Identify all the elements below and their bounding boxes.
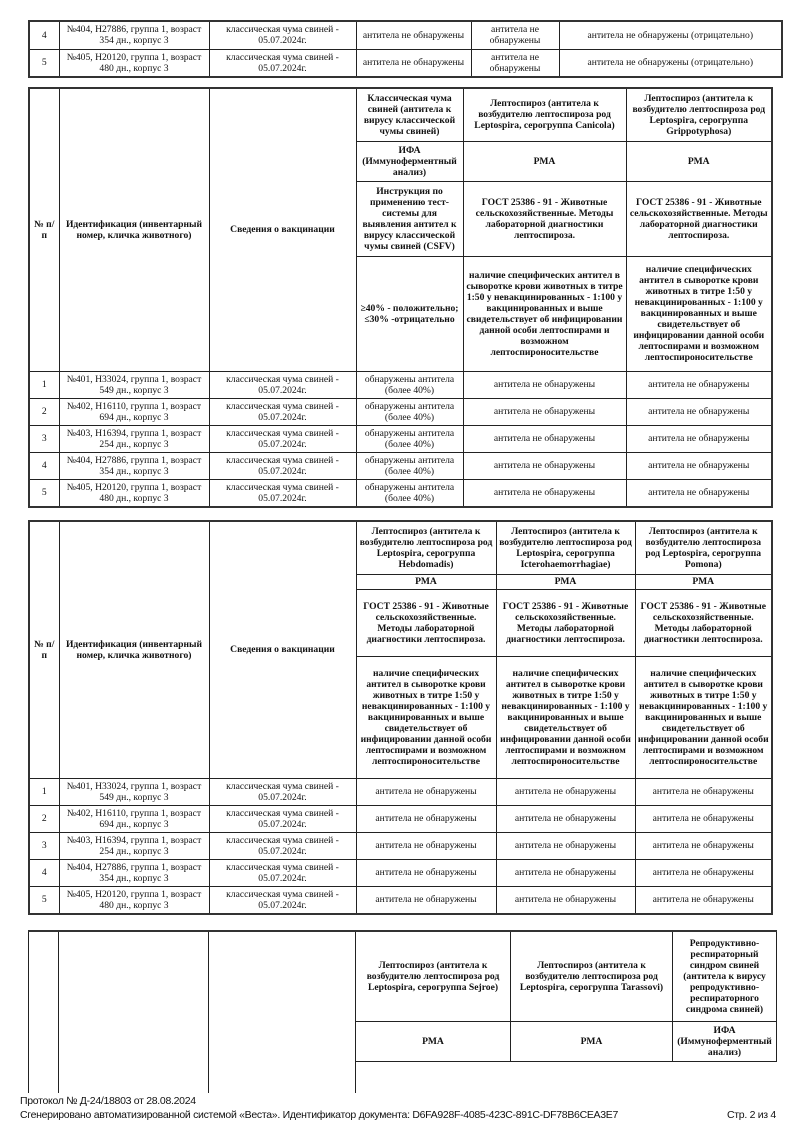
r3-cell: антитела не обнаружены (отрицательно) (559, 21, 782, 49)
n-cell: 4 (29, 21, 59, 49)
norm-cell: ГОСТ 25386 - 91 - Животные сельскохозяйственные. Методы лабораторной диагностики лептоспироза. (356, 589, 496, 656)
method-cell: РМА (635, 574, 772, 589)
norm-cell: ГОСТ 25386 - 91 - Животные сельскохозяйственные. Методы лабораторной диагностики лептоспироза. (635, 589, 772, 656)
0-cell: обнаружены антитела (более 40%) (356, 371, 463, 398)
vac-cell: классическая чума свиней - 05.07.2024г. (209, 425, 356, 452)
norm-cell: ГОСТ 25386 - 91 - Животные сельскохозяйственные. Методы лабораторной диагностики лептоспироза. (496, 589, 635, 656)
table-row (29, 371, 772, 398)
n-cell: 1 (29, 371, 59, 398)
2-cell: антитела не обнаружены (635, 778, 772, 805)
table-row (29, 778, 772, 805)
2-cell: антитела не обнаружены (635, 805, 772, 832)
results-table-header-next (28, 930, 777, 1093)
1-cell: антитела не обнаружены (496, 859, 635, 886)
n-cell: 4 (29, 859, 59, 886)
0-cell: обнаружены антитела (более 40%) (356, 479, 463, 507)
0-cell: обнаружены антитела (более 40%) (356, 452, 463, 479)
2-cell: антитела не обнаружены (626, 398, 772, 425)
table-row (29, 452, 772, 479)
2-cell: антитела не обнаружены (626, 425, 772, 452)
ident-cell: Идентификация (инвентарный номер, кличка животного) (59, 521, 209, 778)
vac-cell: классическая чума свиней - 05.07.2024г. (209, 832, 356, 859)
norm-cell: ГОСТ 25386 - 91 - Животные сельскохозяйственные. Методы лабораторной диагностики лептоспироза. (463, 181, 626, 256)
id-cell: №402, H16110, группа 1, возраст 694 дн., корпус 3 (59, 398, 209, 425)
id-cell: №401, H33024, группа 1, возраст 549 дн., корпус 3 (59, 371, 209, 398)
2-cell: антитела не обнаружены (635, 886, 772, 914)
n-cell: 4 (29, 452, 59, 479)
vac-cell: классическая чума свиней - 05.07.2024г. (209, 21, 356, 49)
n-cell: 2 (29, 805, 59, 832)
2-cell: антитела не обнаружены (626, 452, 772, 479)
criteria-cell: наличие специфических антител в сыворотке крови животных в титре 1:50 у невакцинированных - 1:100 у вакцинированных и выше свидетельствует об инфицировании данной особи лептоспирами и возможном лептоспироносительстве (626, 256, 772, 371)
method-cell: РМА (356, 574, 496, 589)
generated-note: Сгенерировано автоматизированной системой «Веста». Идентификатор документа: D6FA928F-4085-423C-891C-DF78B6CEA3E7 (20, 1109, 619, 1121)
num-cell: № п/п (29, 88, 59, 371)
test-title: Лептоспироз (антитела к возбудителю лептоспироза род Leptospira, серогруппа Sejroe) (356, 931, 511, 1021)
vac-cell: классическая чума свиней - 05.07.2024г. (209, 479, 356, 507)
method-cell: ИФА (Иммуноферментный анализ) (356, 141, 463, 181)
vac-cell: классическая чума свиней - 05.07.2024г. (209, 859, 356, 886)
n-cell: 5 (29, 886, 59, 914)
0-cell: антитела не обнаружены (356, 832, 496, 859)
1-cell: антитела не обнаружены (496, 886, 635, 914)
table-row (29, 479, 772, 507)
criteria-cell: наличие специфических антител в сыворотке крови животных в титре 1:50 у невакцинированных - 1:100 у вакцинированных и выше свидетельствует об инфицировании данной особи лептоспирами и возможном лептоспироносительстве (356, 656, 496, 778)
0-cell: антитела не обнаружены (356, 859, 496, 886)
0-cell: антитела не обнаружены (356, 886, 496, 914)
title-cell: Лептоспироз (антитела к возбудителю лептоспироза род Leptospira, серогруппа Hebdomadis) (356, 521, 496, 574)
vac-cell: классическая чума свиней - 05.07.2024г. (209, 371, 356, 398)
1-cell: антитела не обнаружены (463, 479, 626, 507)
norm-cell: ГОСТ 25386 - 91 - Животные сельскохозяйственные. Методы лабораторной диагностики лептоспироза. (626, 181, 772, 256)
criteria-cell: наличие специфических антител в сыворотке крови животных в титре 1:50 у невакцинированных - 1:100 у вакцинированных и выше свидетельствует об инфицировании данной особи лептоспирами и возможном лептоспироносительстве (496, 656, 635, 778)
id-cell: №402, H16110, группа 1, возраст 694 дн., корпус 3 (59, 805, 209, 832)
protocol-number: Протокол № Д-24/18803 от 28.08.2024 (20, 1095, 196, 1107)
2-cell: антитела не обнаружены (635, 832, 772, 859)
1-cell: антитела не обнаружены (463, 452, 626, 479)
id-cell: №404, H27886, группа 1, возраст 354 дн., корпус 3 (59, 452, 209, 479)
1-cell: антитела не обнаружены (496, 805, 635, 832)
vac-cell: классическая чума свиней - 05.07.2024г. (209, 398, 356, 425)
test-method: РМА (511, 1021, 673, 1061)
norm-cell: Инструкция по применению тест-системы для выявления антител к вирусу классической чумы свиней (CSFV) (356, 181, 463, 256)
vac-cell: классическая чума свиней - 05.07.2024г. (209, 49, 356, 77)
1-cell: антитела не обнаружены (463, 371, 626, 398)
id-cell: №404, H27886, группа 1, возраст 354 дн., корпус 3 (59, 859, 209, 886)
2-cell: антитела не обнаружены (626, 479, 772, 507)
id-cell: №403, H16394, группа 1, возраст 254 дн., корпус 3 (59, 832, 209, 859)
2-cell: антитела не обнаружены (626, 371, 772, 398)
vac-cell: классическая чума свиней - 05.07.2024г. (209, 778, 356, 805)
title-cell: Лептоспироз (антитела к возбудителю лептоспироза род Leptospira, серогруппа Grippotyphosa) (626, 88, 772, 141)
title-cell: Классическая чума свиней (антитела к вирусу классической чумы свиней) (356, 88, 463, 141)
criteria-cell: наличие специфических антител в сыворотке крови животных в титре 1:50 у невакцинированных - 1:100 у вакцинированных и выше свидетельствует об инфицировании данной особи лептоспирами и возможном лептоспироносительстве (635, 656, 772, 778)
n-cell: 5 (29, 49, 59, 77)
ident-cell: Идентификация (инвентарный номер, кличка животного) (59, 88, 209, 371)
0-cell: обнаружены антитела (более 40%) (356, 398, 463, 425)
1-cell: антитела не обнаружены (463, 398, 626, 425)
vac-cell: классическая чума свиней - 05.07.2024г. (209, 452, 356, 479)
1-cell: антитела не обнаружены (496, 778, 635, 805)
method-cell: РМА (496, 574, 635, 589)
id-cell: №403, H16394, группа 1, возраст 254 дн., корпус 3 (59, 425, 209, 452)
table-row (29, 21, 782, 49)
page-number: Стр. 2 из 4 (727, 1109, 776, 1121)
n-cell: 3 (29, 425, 59, 452)
0-cell: антитела не обнаружены (356, 805, 496, 832)
method-cell: РМА (463, 141, 626, 181)
r2-cell: антитела не обнаружены (471, 21, 559, 49)
n-cell: 2 (29, 398, 59, 425)
r3-cell: антитела не обнаружены (отрицательно) (559, 49, 782, 77)
table-row (29, 805, 772, 832)
test-method: ИФА (Иммуноферментный анализ) (673, 1021, 777, 1061)
r1-cell: антитела не обнаружены (356, 49, 471, 77)
2-cell: антитела не обнаружены (635, 859, 772, 886)
table-row (29, 425, 772, 452)
results-table-leptospirosis (28, 520, 773, 915)
results-table-continuation (28, 20, 783, 78)
criteria-cell: наличие специфических антител в сыворотке крови животных в титре 1:50 у невакцинированных - 1:100 у вакцинированных и выше свидетельствует об инфицировании данной особи лептоспирами и возможном лептоспироносительстве (463, 256, 626, 371)
n-cell: 3 (29, 832, 59, 859)
1-cell: антитела не обнаружены (496, 832, 635, 859)
r2-cell: антитела не обнаружены (471, 49, 559, 77)
test-title: Репродуктивно-респираторный синдром свиней (антитела к вирусу репродуктивно-респираторного синдрома свиней) (673, 931, 777, 1021)
results-table-csf-leptospirosis (28, 87, 773, 508)
table-row (29, 398, 772, 425)
table-row (29, 49, 782, 77)
vac-cell: классическая чума свиней - 05.07.2024г. (209, 805, 356, 832)
n-cell: 5 (29, 479, 59, 507)
vac-cell: Сведения о вакцинации (209, 521, 356, 778)
test-title: Лептоспироз (антитела к возбудителю лептоспироза род Leptospira, серогруппа Tarassovi) (511, 931, 673, 1021)
title-cell: Лептоспироз (антитела к возбудителю лептоспироза род Leptospira, серогруппа Icterohaemorrhagiae) (496, 521, 635, 574)
num-cell: № п/п (29, 521, 59, 778)
method-cell: РМА (626, 141, 772, 181)
0-cell: обнаружены антитела (более 40%) (356, 425, 463, 452)
r1-cell: антитела не обнаружены (356, 21, 471, 49)
id-cell: №405, H20120, группа 1, возраст 480 дн., корпус 3 (59, 479, 209, 507)
vac-cell: Сведения о вакцинации (209, 88, 356, 371)
id-cell: №405, H20120, группа 1, возраст 480 дн., корпус 3 (59, 886, 209, 914)
title-cell: Лептоспироз (антитела к возбудителю лептоспироза род Leptospira, серогруппа Pomona) (635, 521, 772, 574)
table-row (29, 859, 772, 886)
vac-cell: классическая чума свиней - 05.07.2024г. (209, 886, 356, 914)
test-method: РМА (356, 1021, 511, 1061)
title-cell: Лептоспироз (антитела к возбудителю лептоспироза род Leptospira, серогруппа Canicola) (463, 88, 626, 141)
1-cell: антитела не обнаружены (463, 425, 626, 452)
table-row (29, 832, 772, 859)
id-cell: №401, H33024, группа 1, возраст 549 дн., корпус 3 (59, 778, 209, 805)
criteria-cell: ≥40% - положительно; ≤30% -отрицательно (356, 256, 463, 371)
table-row (29, 886, 772, 914)
id-cell: №405, H20120, группа 1, возраст 480 дн., корпус 3 (59, 49, 209, 77)
0-cell: антитела не обнаружены (356, 778, 496, 805)
n-cell: 1 (29, 778, 59, 805)
id-cell: №404, H27886, группа 1, возраст 354 дн., корпус 3 (59, 21, 209, 49)
